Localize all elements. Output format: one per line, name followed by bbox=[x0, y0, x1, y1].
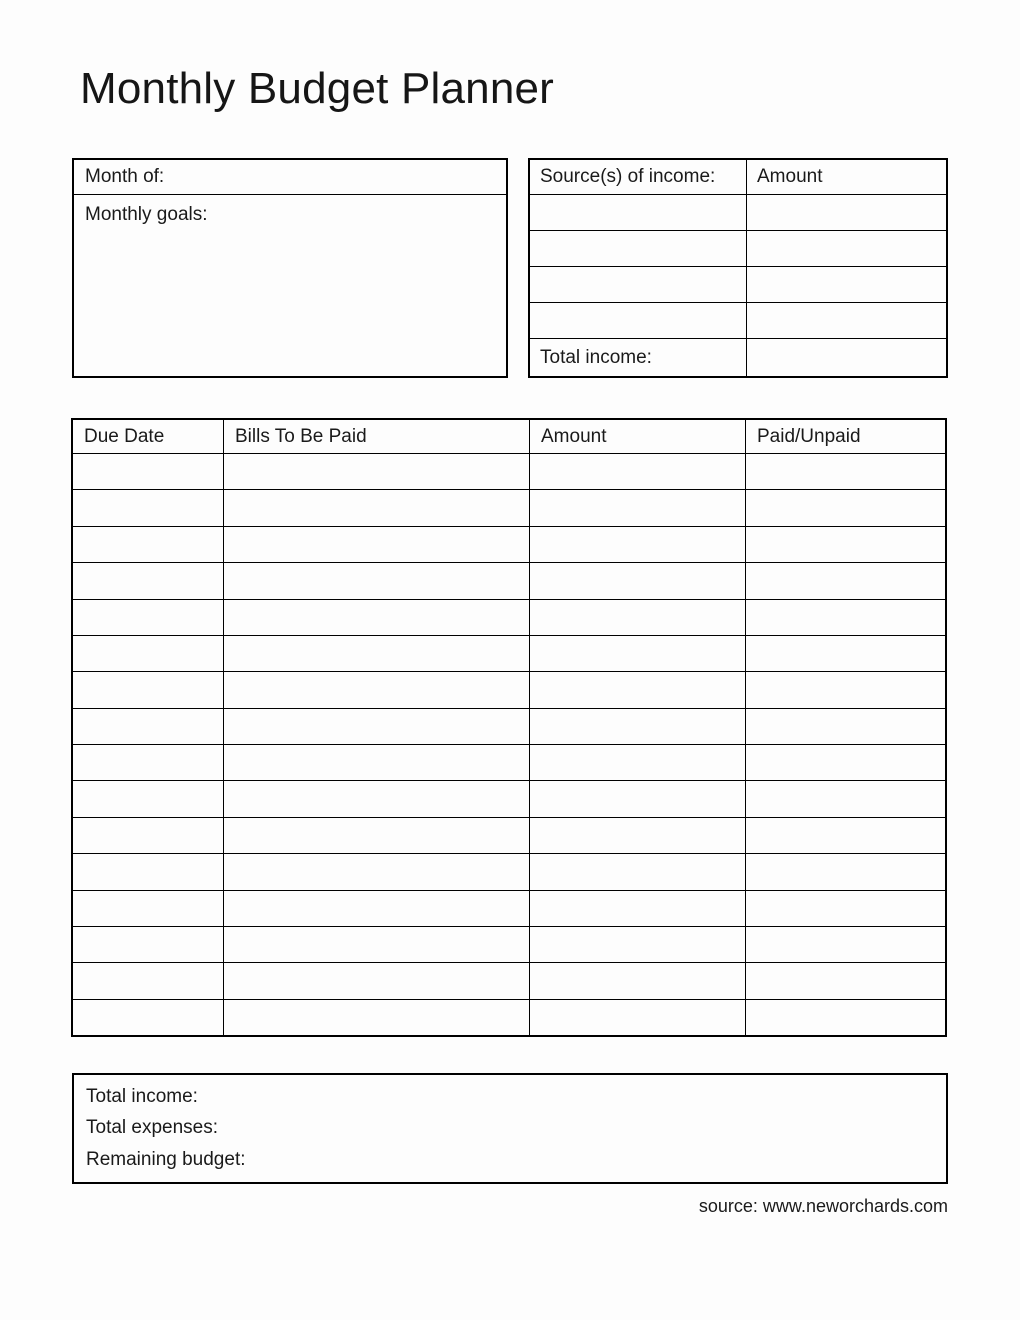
remaining-budget-label: Remaining budget: bbox=[86, 1149, 246, 1171]
bills-row bbox=[73, 527, 945, 563]
summary-box bbox=[72, 1073, 948, 1184]
bills-amount-cell[interactable] bbox=[530, 490, 746, 525]
bills-row bbox=[73, 709, 945, 745]
bills-paid-unpaid-cell[interactable] bbox=[746, 709, 945, 744]
bills-paid-unpaid-cell[interactable] bbox=[746, 854, 945, 889]
bills-amount-cell[interactable] bbox=[530, 527, 746, 562]
income-header-source: Source(s) of income: bbox=[530, 160, 747, 194]
bills-due-date-cell[interactable] bbox=[73, 963, 224, 998]
income-row bbox=[530, 195, 946, 231]
income-amount-cell[interactable] bbox=[747, 231, 946, 266]
total-income-field[interactable] bbox=[74, 1086, 946, 1108]
total-income-value-cell[interactable] bbox=[747, 339, 946, 376]
bills-amount-cell[interactable] bbox=[530, 636, 746, 671]
bills-due-date-cell[interactable] bbox=[73, 1000, 224, 1035]
bills-paid-unpaid-cell[interactable] bbox=[746, 963, 945, 998]
income-source-cell[interactable] bbox=[530, 267, 747, 302]
bills-name-cell[interactable] bbox=[224, 709, 530, 744]
bills-amount-cell[interactable] bbox=[530, 563, 746, 598]
income-amount-cell[interactable] bbox=[747, 195, 946, 230]
income-table bbox=[528, 158, 948, 378]
bills-name-cell[interactable] bbox=[224, 527, 530, 562]
bills-name-cell[interactable] bbox=[224, 563, 530, 598]
bills-row bbox=[73, 818, 945, 854]
bills-amount-cell[interactable] bbox=[530, 672, 746, 707]
bills-amount-cell[interactable] bbox=[530, 891, 746, 926]
bills-due-date-cell[interactable] bbox=[73, 490, 224, 525]
bills-paid-unpaid-cell[interactable] bbox=[746, 927, 945, 962]
bills-row bbox=[73, 854, 945, 890]
bills-row bbox=[73, 927, 945, 963]
bills-row bbox=[73, 600, 945, 636]
bills-name-cell[interactable] bbox=[224, 963, 530, 998]
income-row bbox=[530, 231, 946, 267]
bills-amount-cell[interactable] bbox=[530, 1000, 746, 1035]
income-amount-cell[interactable] bbox=[747, 267, 946, 302]
bills-amount-cell[interactable] bbox=[530, 818, 746, 853]
income-header-amount: Amount bbox=[757, 166, 823, 187]
bills-table bbox=[71, 418, 947, 1037]
bills-header-due-date: Due Date bbox=[73, 420, 224, 453]
bills-due-date-cell[interactable] bbox=[73, 527, 224, 562]
bills-name-cell[interactable] bbox=[224, 891, 530, 926]
bills-paid-unpaid-cell[interactable] bbox=[746, 600, 945, 635]
bills-header-paid-unpaid: Paid/Unpaid bbox=[757, 425, 861, 447]
bills-due-date-cell[interactable] bbox=[73, 891, 224, 926]
bills-paid-unpaid-cell[interactable] bbox=[746, 1000, 945, 1035]
bills-paid-unpaid-cell[interactable] bbox=[746, 490, 945, 525]
bills-name-cell[interactable] bbox=[224, 745, 530, 780]
month-of-field[interactable] bbox=[74, 160, 506, 195]
bills-paid-unpaid-cell[interactable] bbox=[746, 454, 945, 489]
bills-due-date-cell[interactable] bbox=[73, 854, 224, 889]
source-credit: source: www.neworchards.com bbox=[698, 1196, 948, 1216]
bills-name-cell[interactable] bbox=[224, 636, 530, 671]
bills-header-bills-to-be-paid: Bills To Be Paid bbox=[224, 420, 530, 453]
bills-name-cell[interactable] bbox=[224, 454, 530, 489]
income-row bbox=[530, 303, 946, 339]
monthly-goals-field[interactable] bbox=[74, 195, 506, 376]
bills-due-date-cell[interactable] bbox=[73, 781, 224, 816]
month-of-label: Month of: bbox=[85, 166, 165, 187]
bills-name-cell[interactable] bbox=[224, 490, 530, 525]
bills-amount-cell[interactable] bbox=[530, 600, 746, 635]
bills-name-cell[interactable] bbox=[224, 927, 530, 962]
bills-amount-cell[interactable] bbox=[530, 854, 746, 889]
income-table-header bbox=[530, 160, 946, 195]
bills-amount-cell[interactable] bbox=[530, 709, 746, 744]
bills-amount-cell[interactable] bbox=[530, 454, 746, 489]
bills-row bbox=[73, 963, 945, 999]
page-title: Monthly Budget Planner bbox=[80, 64, 555, 113]
bills-amount-cell[interactable] bbox=[530, 927, 746, 962]
bills-due-date-cell[interactable] bbox=[73, 454, 224, 489]
bills-row bbox=[73, 891, 945, 927]
bills-row bbox=[73, 563, 945, 599]
bills-due-date-cell[interactable] bbox=[73, 745, 224, 780]
bills-row bbox=[73, 781, 945, 817]
bills-paid-unpaid-cell[interactable] bbox=[746, 891, 945, 926]
bills-name-cell[interactable] bbox=[224, 854, 530, 889]
bills-due-date-cell[interactable] bbox=[73, 672, 224, 707]
bills-due-date-cell[interactable] bbox=[73, 563, 224, 598]
bills-row bbox=[73, 1000, 945, 1035]
bills-row bbox=[73, 636, 945, 672]
income-row bbox=[530, 267, 946, 303]
bills-paid-unpaid-cell[interactable] bbox=[746, 781, 945, 816]
income-source-cell[interactable] bbox=[530, 231, 747, 266]
income-source-cell[interactable] bbox=[530, 195, 747, 230]
bills-name-cell[interactable] bbox=[224, 600, 530, 635]
bills-table-header bbox=[73, 420, 945, 454]
total-income-label: Total income: bbox=[530, 339, 747, 376]
bills-paid-unpaid-cell[interactable] bbox=[746, 636, 945, 671]
monthly-goals-label: Monthly goals: bbox=[85, 204, 208, 225]
bills-paid-unpaid-cell[interactable] bbox=[746, 672, 945, 707]
income-total-row bbox=[530, 339, 946, 376]
bills-paid-unpaid-cell[interactable] bbox=[746, 527, 945, 562]
bills-due-date-cell[interactable] bbox=[73, 600, 224, 635]
total-expenses-label: Total expenses: bbox=[86, 1117, 219, 1139]
bills-amount-cell[interactable] bbox=[530, 963, 746, 998]
bills-name-cell[interactable] bbox=[224, 1000, 530, 1035]
remaining-budget-field[interactable] bbox=[74, 1149, 946, 1171]
bills-paid-unpaid-cell[interactable] bbox=[746, 745, 945, 780]
bills-paid-unpaid-cell[interactable] bbox=[746, 818, 945, 853]
bills-amount-cell[interactable] bbox=[530, 745, 746, 780]
month-goals-box bbox=[72, 158, 508, 378]
bills-due-date-cell[interactable] bbox=[73, 927, 224, 962]
income-amount-cell[interactable] bbox=[747, 303, 946, 338]
bills-name-cell[interactable] bbox=[224, 781, 530, 816]
bills-due-date-cell[interactable] bbox=[73, 709, 224, 744]
bills-due-date-cell[interactable] bbox=[73, 636, 224, 671]
bills-paid-unpaid-cell[interactable] bbox=[746, 563, 945, 598]
bills-header-amount: Amount bbox=[530, 420, 746, 453]
bills-row bbox=[73, 490, 945, 526]
total-expenses-field[interactable] bbox=[74, 1117, 946, 1139]
total-income-summary-label: Total income: bbox=[86, 1085, 198, 1107]
bills-row bbox=[73, 454, 945, 490]
bills-row bbox=[73, 672, 945, 708]
bills-amount-cell[interactable] bbox=[530, 781, 746, 816]
income-source-cell[interactable] bbox=[530, 303, 747, 338]
bills-row bbox=[73, 745, 945, 781]
bills-due-date-cell[interactable] bbox=[73, 818, 224, 853]
bills-name-cell[interactable] bbox=[224, 818, 530, 853]
bills-name-cell[interactable] bbox=[224, 672, 530, 707]
